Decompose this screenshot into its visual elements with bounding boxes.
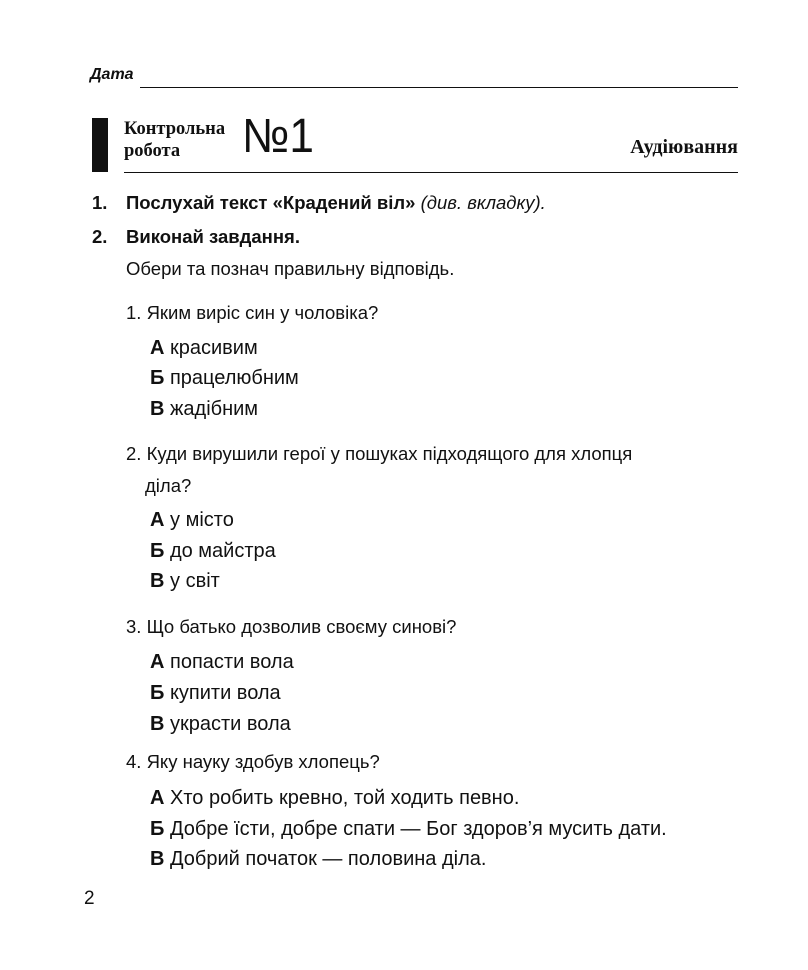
option-text: жадібним [170,398,259,420]
header-line [124,172,738,173]
question-text-cont: діла? [145,475,192,496]
option-text: Добре їсти, добре спати — Бог здоров’я мусить дати. [169,818,667,840]
option-letter: А [150,787,165,809]
option-1c[interactable] [150,398,258,421]
option-4c[interactable] [150,848,486,871]
option-text: красивим [170,337,258,359]
question-text: 1. Яким виріс син у чоловіка? [126,302,379,323]
option-letter: Б [150,682,165,704]
option-text: працелюбним [169,367,299,389]
option-letter: А [150,337,165,359]
option-1a[interactable] [150,337,258,360]
question-text: 2. Куди вирушили герої у пошуках підходящого для хлопця [126,443,633,464]
option-2b[interactable] [150,540,276,563]
header-kind-line2: робота [124,141,181,161]
date-label: Дата [90,66,134,83]
header-kind-line1: Контрольна [124,119,226,139]
option-text: Добрий початок — половина діла. [170,848,487,870]
option-letter: В [150,570,165,592]
task-number: 1. [92,192,108,213]
option-text: попасти вола [170,651,294,673]
option-2c[interactable] [150,570,220,593]
date-row [90,66,738,90]
task-note: (див. вкладку). [420,192,546,213]
option-letter: А [150,651,165,673]
option-3b[interactable] [150,682,281,705]
option-letter: А [150,509,165,531]
question-3 [126,611,746,643]
option-4b[interactable] [150,818,667,841]
date-line [140,87,738,88]
question-text: 4. Яку науку здобув хлопець? [126,751,380,772]
option-letter: Б [150,540,165,562]
option-text: до майстра [169,540,276,562]
header-number: №1 [242,110,314,163]
option-4a[interactable] [150,787,519,810]
option-text: Хто робить кревно, той ходить певно. [170,787,520,809]
option-3c[interactable] [150,713,291,736]
option-letter: В [150,398,165,420]
task-text: Послухай текст «Крадений віл» [126,192,416,213]
option-letter: Б [150,367,165,389]
option-2a[interactable] [150,509,234,532]
header-kind [124,118,225,162]
option-text: у місто [170,509,234,531]
option-1b[interactable] [150,367,299,390]
question-1 [126,297,746,329]
option-text: украсти вола [170,713,291,735]
task-text: Виконай завдання. [126,226,300,247]
option-text: купити вола [169,682,281,704]
header-subject: Аудіювання [630,136,738,158]
task-2 [92,226,300,248]
page-number: 2 [84,888,95,909]
question-2 [126,438,746,502]
header-bar [92,118,108,172]
worksheet-header [92,112,738,174]
option-3a[interactable] [150,651,294,674]
question-text: 3. Що батько дозволив своєму синові? [126,616,457,637]
instruction: Обери та познач правильну відповідь. [126,258,455,279]
task-number: 2. [92,226,108,247]
option-letter: В [150,713,165,735]
question-4 [126,746,746,778]
option-letter: Б [150,818,165,840]
option-text: у світ [170,570,220,592]
task-1 [92,192,546,214]
option-letter: В [150,848,165,870]
